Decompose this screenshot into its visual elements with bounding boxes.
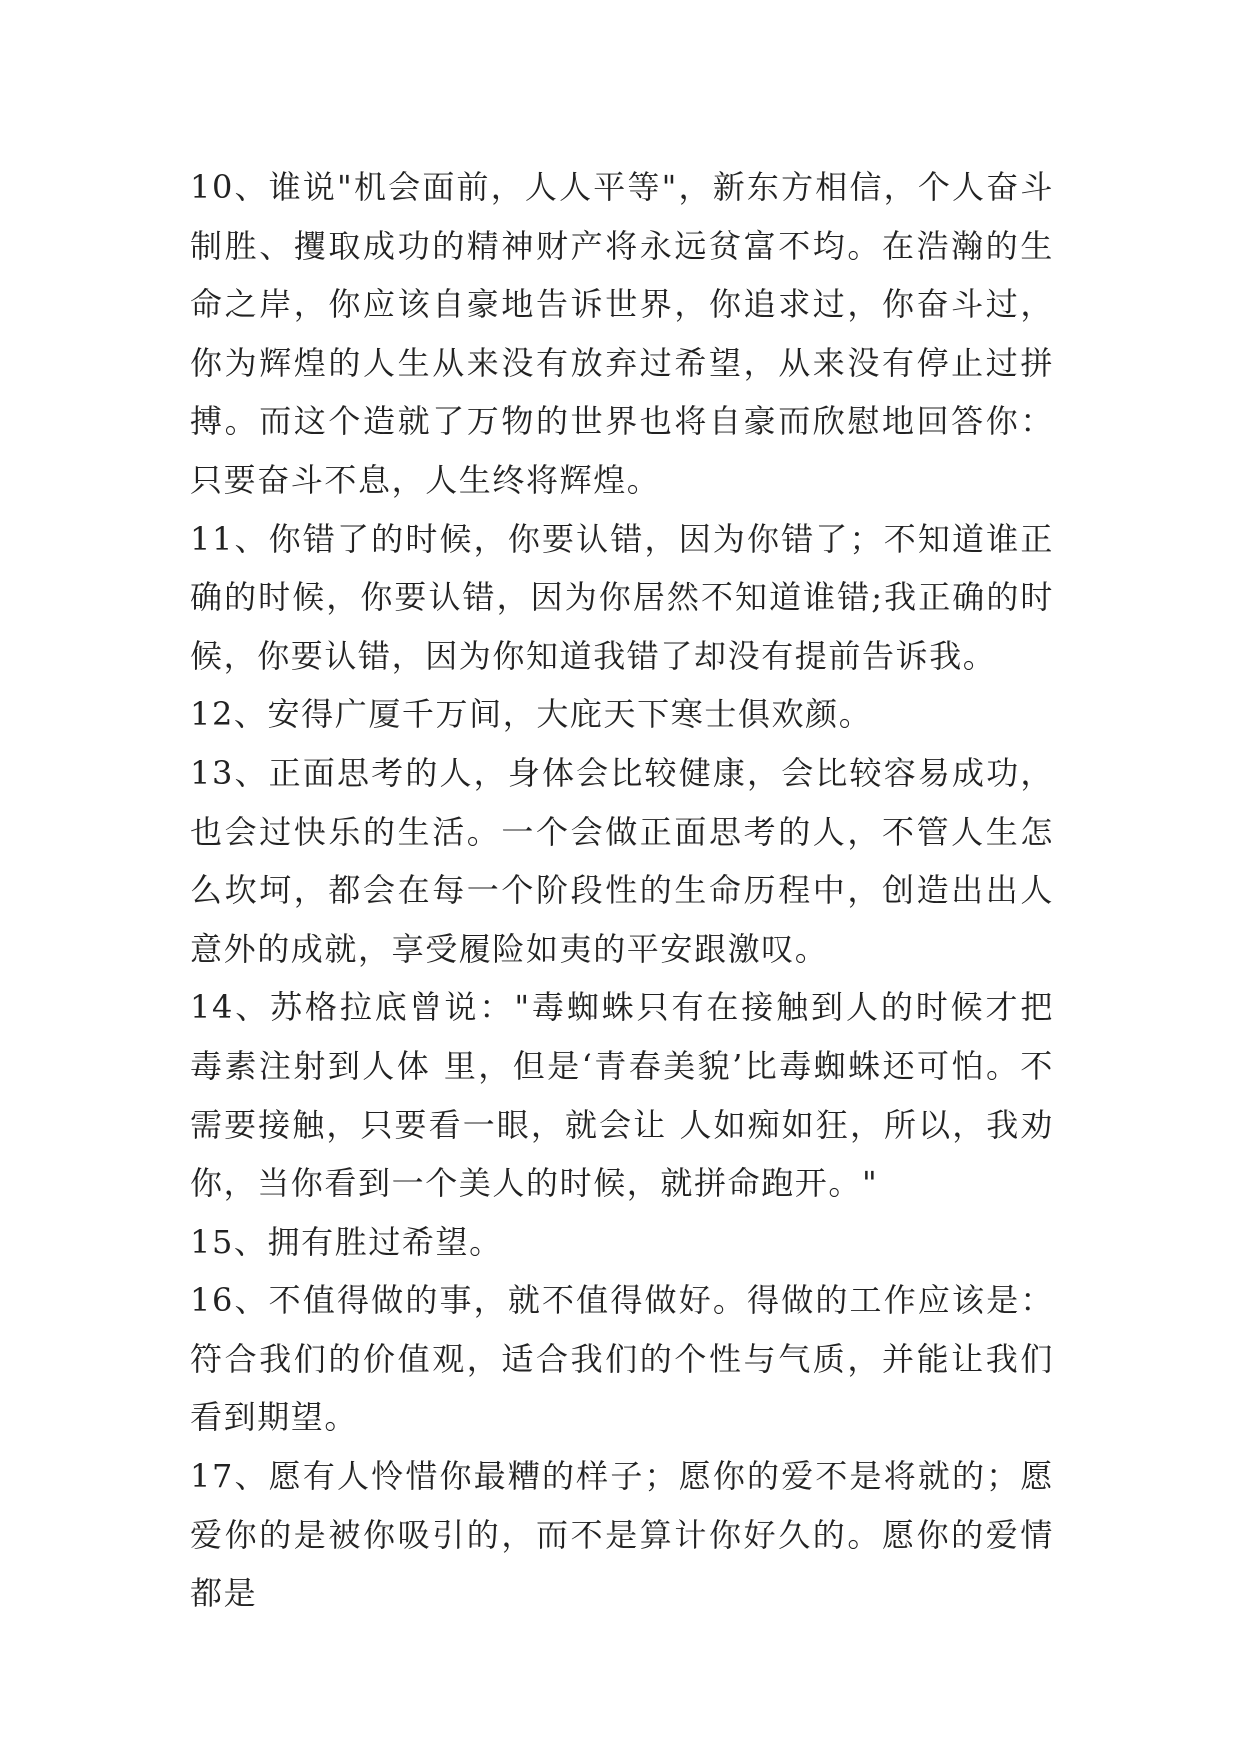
paragraph-15: 15、拥有胜过希望。 — [190, 1222, 503, 1261]
paragraph-12: 12、安得广厦千万间，大庇天下寒士俱欢颜。 — [190, 695, 873, 734]
paragraph-16: 16、不值得做的事，就不值得做好。得做的工作应该是：符合我们的价值观，适合我们的个性与气质，并能让我们看到期望。 — [190, 1281, 1054, 1437]
paragraph-10: 10、谁说"机会面前，人人平等"，新东方相信，个人奋斗制胜、攫取成功的精神财产将永远贫富不均。在浩瀚的生命之岸，你应该自豪地告诉世界，你追求过，你奋斗过，你为辉煌的人生从来没有放弃过希望，从来没有停止过拼搏。而这个造就了万物的世界也将自豪而欣慰地回答你：只要奋斗不息，人生终将辉煌。 — [190, 168, 1054, 499]
paragraph-13: 13、正面思考的人，身体会比较健康，会比较容易成功，也会过快乐的生活。一个会做正面思考的人，不管人生怎么坎坷，都会在每一个阶段性的生命历程中，创造出出人意外的成就，享受履险如夷的平安跟激叹。 — [190, 753, 1054, 968]
paragraph-14: 14、苏格拉底曾说："毒蜘蛛只有在接触到人的时候才把毒素注射到人体 里，但是‘青春美貌’比毒蜘蛛还可怕。不需要接触，只要看一眼，就会让 人如痴如狂，所以，我劝你，当你看到一个美人的时候，就拼命跑开。" — [190, 988, 1054, 1203]
paragraph-17: 17、愿有人怜惜你最糟的样子；愿你的爱不是将就的；愿爱你的是被你吸引的，而不是算计你好久的。愿你的爱情都是 — [190, 1457, 1054, 1613]
document-body — [190, 158, 1054, 1623]
paragraph-11: 11、你错了的时候，你要认错，因为你错了；不知道谁正确的时候，你要认错，因为你居然不知道谁错;我正确的时候，你要认错，因为你知道我错了却没有提前告诉我。 — [190, 519, 1054, 675]
